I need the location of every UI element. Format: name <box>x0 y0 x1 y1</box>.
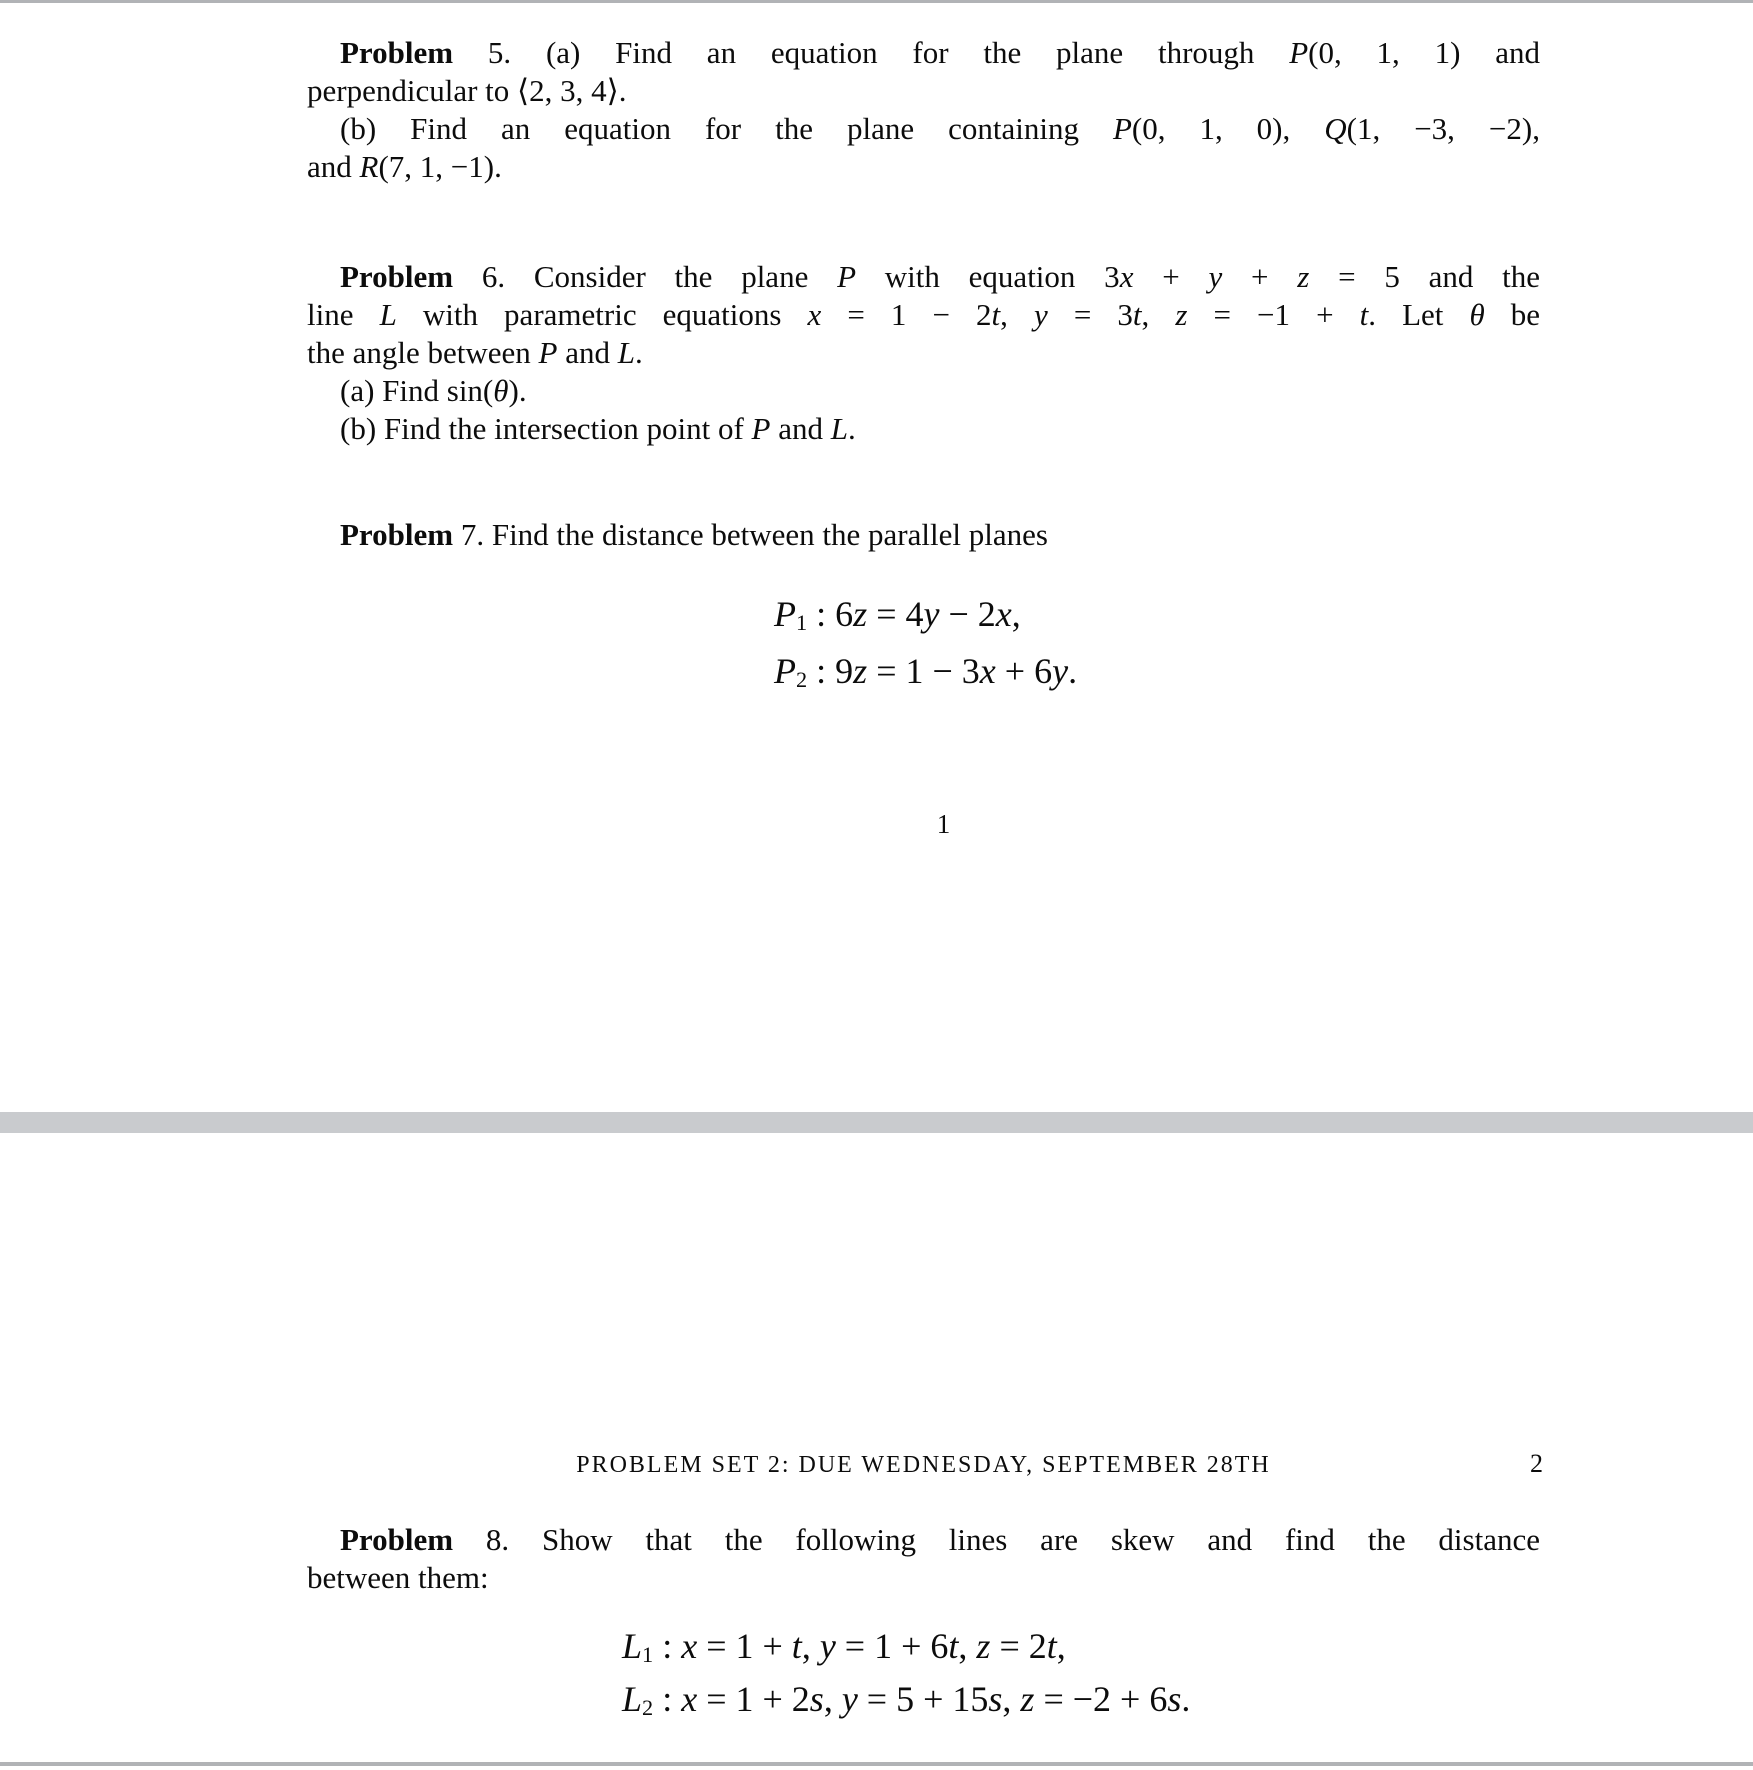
text-run: (0, 1, 1) and <box>1308 35 1540 70</box>
text-run: + 6 <box>995 651 1053 691</box>
problem-8-line-1 <box>307 1521 1540 1559</box>
text-run: ). <box>508 373 527 408</box>
page-break-divider <box>0 1112 1753 1133</box>
text-run: 7. Find the distance between the parallel planes <box>453 517 1048 552</box>
text-run: x <box>807 297 822 332</box>
problem-8-line-2 <box>307 1559 1540 1597</box>
text-run: L <box>830 411 848 446</box>
text-run: Problem <box>340 35 454 70</box>
text-run: perpendicular to ⟨2, 3, 4⟩. <box>307 73 627 108</box>
text-run: (b) Find the intersection point of <box>340 411 752 446</box>
text-run: t <box>948 1626 959 1666</box>
text-run: y <box>1208 259 1223 294</box>
problem-7-line-1 <box>307 516 1540 554</box>
text-run: = −2 + 6 <box>1034 1679 1168 1719</box>
text-run: y <box>841 1679 858 1719</box>
equation-l2 <box>622 1677 1190 1730</box>
text-run: y <box>1034 297 1048 332</box>
problem-6-line-1 <box>307 258 1540 296</box>
text-run: , <box>801 1626 820 1666</box>
text-run: = 1 − 2 <box>821 297 992 332</box>
text-run: between them: <box>307 1560 489 1595</box>
text-run: = 4 <box>867 594 924 634</box>
text-run: x <box>681 1626 698 1666</box>
text-run: z <box>976 1626 991 1666</box>
problem-6-line-5 <box>307 410 1540 448</box>
text-run: , <box>1056 1626 1066 1666</box>
text-run: : 6 <box>807 594 854 634</box>
page-1-number: 1 <box>936 809 951 839</box>
text-run: (1, −3, −2), <box>1346 111 1540 146</box>
text-run: = 2 <box>990 1626 1047 1666</box>
text-run: y <box>819 1626 836 1666</box>
text-run: θ <box>493 373 509 408</box>
text-run: x <box>681 1679 698 1719</box>
running-header-title: PROBLEM SET 2: DUE WEDNESDAY, SEPTEMBER 28TH <box>576 1452 1271 1478</box>
text-run: . <box>848 411 856 446</box>
text-run: 6. Consider the plane <box>453 259 838 294</box>
text-run: P <box>774 594 796 634</box>
text-run: = 1 + <box>697 1626 792 1666</box>
text-run: Problem <box>340 259 454 294</box>
text-run: t <box>991 297 1001 332</box>
text-run: 2 <box>796 667 808 693</box>
text-run: the angle between <box>307 335 539 370</box>
text-run: P <box>837 259 857 294</box>
text-run: , <box>1011 594 1021 634</box>
page-2-number: 2 <box>1530 1449 1543 1478</box>
text-run: and <box>770 411 831 446</box>
text-run: : <box>653 1679 682 1719</box>
text-run: (b) Find an equation for the plane containing <box>340 111 1113 146</box>
problem-6-line-3 <box>307 334 1540 372</box>
text-run: t <box>791 1626 802 1666</box>
text-run: , <box>1002 1679 1021 1719</box>
text-run: L <box>622 1626 643 1666</box>
text-run: = 1 + 2 <box>697 1679 810 1719</box>
text-run: + <box>1222 259 1298 294</box>
text-run: L <box>622 1679 643 1719</box>
text-run: , <box>1000 297 1034 332</box>
text-run: 2 <box>642 1695 654 1721</box>
text-run: , <box>1141 297 1176 332</box>
text-run: z <box>853 594 868 634</box>
text-run: P <box>538 335 558 370</box>
text-run: P <box>1289 35 1309 70</box>
text-run: P <box>1112 111 1132 146</box>
text-run: with equation 3 <box>856 259 1120 294</box>
text-run: z <box>1175 297 1188 332</box>
text-run: . Let <box>1368 297 1470 332</box>
text-run: t <box>1359 297 1369 332</box>
text-run: (a) Find sin( <box>340 373 494 408</box>
text-run: and <box>307 149 360 184</box>
text-run: y <box>923 594 940 634</box>
equation-l1 <box>622 1624 1066 1677</box>
text-run: : 9 <box>807 651 854 691</box>
text-run: x <box>1119 259 1134 294</box>
text-run: (0, 1, 0), <box>1131 111 1325 146</box>
text-run: 5. (a) Find an equation for the plane through <box>453 35 1290 70</box>
text-run: = 3 <box>1047 297 1133 332</box>
text-run: s <box>1167 1679 1182 1719</box>
text-run: = 1 + 6 <box>835 1626 949 1666</box>
text-run: : <box>653 1626 682 1666</box>
text-run: , <box>958 1626 977 1666</box>
equation-p1 <box>774 592 1021 645</box>
text-run: s <box>988 1679 1003 1719</box>
text-run: Problem <box>340 517 454 552</box>
text-run: s <box>809 1679 824 1719</box>
problem-5-line-2 <box>307 72 1540 110</box>
text-run: L <box>617 335 635 370</box>
text-run: 1 <box>642 1642 654 1668</box>
text-run: and <box>557 335 618 370</box>
text-run: 1 <box>796 610 808 636</box>
text-run: x <box>995 594 1012 634</box>
text-run: R <box>359 149 379 184</box>
problem-6-line-2 <box>307 296 1540 334</box>
text-run: L <box>379 297 397 332</box>
text-run: Problem <box>340 1522 454 1557</box>
text-run: x <box>979 651 996 691</box>
text-run: = −1 + <box>1187 297 1360 332</box>
text-run: , <box>823 1679 842 1719</box>
problem-5-line-1 <box>307 34 1540 72</box>
text-run: P <box>774 651 796 691</box>
text-run: y <box>1052 651 1069 691</box>
text-run: z <box>853 651 868 691</box>
text-run: t <box>1046 1626 1057 1666</box>
text-run: be <box>1484 297 1541 332</box>
text-run: Q <box>1324 111 1347 146</box>
text-run: with parametric equations <box>396 297 808 332</box>
text-run: 8. Show that the following lines are skew and find the distance <box>453 1522 1540 1557</box>
text-run: θ <box>1469 297 1485 332</box>
text-run: . <box>1181 1679 1191 1719</box>
text-run: z <box>1020 1679 1035 1719</box>
top-edge-line <box>0 0 1753 3</box>
text-run: = 5 + 15 <box>857 1679 989 1719</box>
text-run: P <box>751 411 771 446</box>
problem-5-line-3 <box>307 110 1540 148</box>
text-run: = 5 and the <box>1309 259 1540 294</box>
equation-p2 <box>774 649 1077 702</box>
text-run: = 1 − 3 <box>867 651 980 691</box>
text-run: t <box>1132 297 1142 332</box>
text-run: + <box>1133 259 1209 294</box>
text-run: (7, 1, −1). <box>378 149 502 184</box>
problem-6-line-4 <box>307 372 1540 410</box>
text-run: − 2 <box>939 594 996 634</box>
text-run: z <box>1297 259 1310 294</box>
text-run: . <box>1068 651 1078 691</box>
text-run: . <box>634 335 643 370</box>
bottom-edge-line <box>0 1762 1753 1766</box>
problem-5-line-4 <box>307 148 1540 186</box>
text-run: line <box>307 297 380 332</box>
